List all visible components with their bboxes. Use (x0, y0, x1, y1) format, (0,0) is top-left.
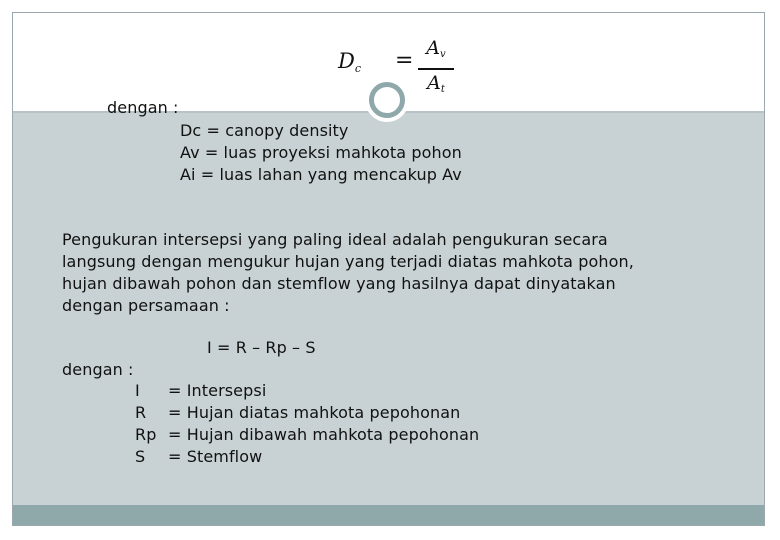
paragraph-line-1: Pengukuran intersepsi yang paling ideal adalah pengukuran secara (62, 230, 608, 249)
legend2-desc-s: = Stemflow (168, 447, 263, 466)
legend1-row-dc: Dc = canopy density (180, 121, 349, 140)
legend1-row-av: Av = luas proyeksi mahkota pohon (180, 143, 462, 162)
paragraph-line-2: langsung dengan mengukur hujan yang terjadi diatas mahkota pohon, (62, 252, 634, 271)
legend2-desc-rp: = Hujan dibawah mahkota pepohonan (168, 425, 480, 444)
legend2-symbol-r: R (135, 403, 147, 422)
legend2-symbol-rp: Rp (135, 425, 157, 444)
paragraph-line-3: hujan dibawah pohon dan stemflow yang hasilnya dapat dinyatakan (62, 274, 616, 293)
formula-fraction (418, 37, 454, 101)
footer-bar (13, 505, 764, 526)
legend2-symbol-s: S (135, 447, 146, 466)
formula-numerator: $A_v$ (426, 37, 446, 60)
paragraph-line-4: dengan persamaan : (62, 296, 230, 315)
formula-equals: = (395, 48, 414, 73)
circle-ornament-icon (369, 82, 405, 118)
legend2-intro: dengan : (62, 360, 134, 379)
legend1-row-ai: Ai = luas lahan yang mencakup Av (180, 165, 462, 184)
legend2-symbol-i: I (135, 381, 140, 400)
legend2-desc-r: = Hujan diatas mahkota pepohonan (168, 403, 461, 422)
interception-equation: I = R – Rp – S (207, 338, 316, 357)
legend2-desc-i: = Intersepsi (168, 381, 267, 400)
legend1-intro: dengan : (107, 98, 179, 117)
formula-denominator: $A_t$ (427, 71, 445, 95)
formula-lhs: $D_c$ (338, 49, 362, 75)
fraction-bar (418, 68, 454, 70)
